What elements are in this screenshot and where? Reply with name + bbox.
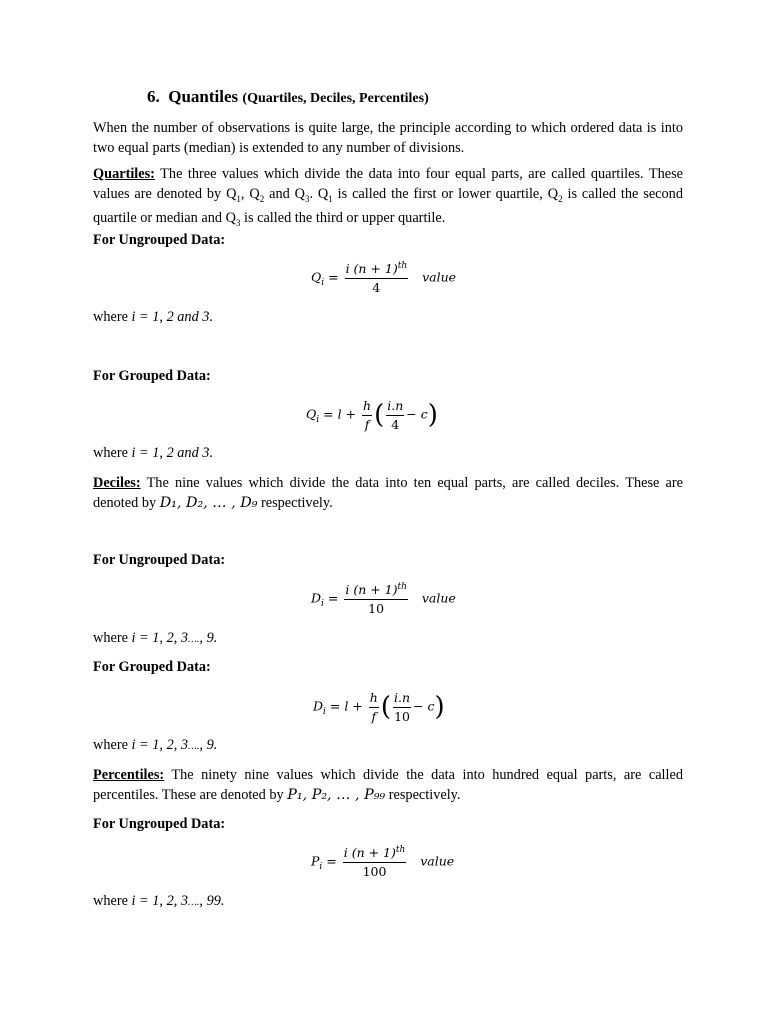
formula-subscript: i: [319, 862, 323, 873]
percentiles-text: respectively.: [385, 786, 461, 803]
where-values-end: , 9.: [199, 737, 218, 753]
quartile-grouped-formula: $Q_i = l$ + $\frac{h}{f}$ ( $\frac{i.n}{4}$ − c): [306, 398, 438, 432]
quartiles-text: is called the third or upper quartile.: [240, 209, 446, 226]
deciles-paragraph: [93, 474, 683, 513]
formula-h: h: [369, 690, 378, 705]
subscript: 1: [236, 193, 241, 204]
quartiles-text: The three values which divide the data into four equal parts, are called quartiles. These values are denoted by Q: [93, 166, 683, 202]
formula-lhs: D: [311, 590, 322, 606]
where-dots: ….: [188, 634, 200, 645]
where-prefix: where: [93, 445, 132, 461]
quartiles-text: is called the first or lower quartile, Q: [332, 185, 559, 202]
deciles-ungrouped-label: For Ungrouped Data:: [93, 552, 226, 568]
formula-minus-c: − c: [406, 406, 428, 422]
formula-l-term: l +: [344, 698, 363, 714]
where-prefix: where: [93, 893, 132, 909]
formula-numerator: i (n + 1): [343, 845, 396, 861]
quartiles-where-1: [93, 309, 213, 326]
formula-minus-c: − c: [413, 698, 435, 714]
section-title: Quantiles: [168, 87, 239, 106]
section-number: 6.: [147, 87, 160, 106]
subscript: 3: [304, 193, 310, 204]
close-paren: ): [427, 400, 438, 430]
formula-denominator: 100: [362, 864, 387, 880]
deciles-grouped-label: For Grouped Data:: [93, 659, 211, 675]
formula-denominator: 10: [368, 601, 385, 617]
percentiles-ungrouped-label: For Ungrouped Data:: [93, 816, 226, 832]
deciles-term: Deciles:: [93, 475, 141, 491]
where-values: i = 1, 2, 3: [131, 630, 189, 646]
formula-value-word: value: [420, 853, 455, 869]
formula-value-word: value: [422, 269, 457, 285]
subscript: 2: [259, 193, 265, 204]
formula-value-word: value: [421, 590, 456, 606]
formula-numerator: i (n + 1): [345, 261, 398, 277]
quartiles-ungrouped-label: For Ungrouped Data:: [93, 232, 226, 248]
formula-l-term: l +: [337, 406, 357, 422]
percentiles-symbols: P₁, P₂, … , P₉₉: [287, 786, 386, 803]
formula-lhs: P: [311, 853, 320, 869]
subscript: 2: [558, 193, 563, 204]
percentiles-paragraph: [93, 766, 683, 805]
where-dots: ….: [188, 897, 200, 908]
open-paren: (: [374, 400, 385, 430]
deciles-text: respectively.: [257, 494, 333, 511]
section-subtitle: (Quartiles, Deciles, Percentiles): [242, 91, 429, 106]
quartiles-text: and Q: [264, 185, 305, 202]
quartiles-text: . Q: [309, 185, 329, 202]
close-paren: ): [434, 692, 445, 722]
formula-subscript: i: [316, 415, 320, 425]
quartiles-paragraph: [93, 165, 683, 233]
where-prefix: where: [93, 737, 132, 753]
where-values: i = 1, 2 and 3.: [131, 445, 214, 461]
deciles-where-1: [93, 630, 217, 647]
formula-lhs: Q: [311, 269, 322, 285]
quartiles-where-2: [93, 445, 213, 462]
quartiles-grouped-label: For Grouped Data:: [93, 368, 211, 384]
formula-lhs: Q: [306, 406, 317, 422]
decile-ungrouped-formula: $D_i$ = $\frac{i (n + 1)^{th}}{10}$ value: [311, 582, 456, 617]
formula-inner-numerator: i.n: [387, 398, 404, 413]
formula-subscript: i: [321, 599, 324, 610]
where-values: i = 1, 2 and 3.: [131, 309, 214, 325]
formula-h: h: [363, 398, 372, 413]
quartile-ungrouped-formula: $Q_i$ = $\frac{i (n + 1)^{th}}{4}$ value: [311, 261, 457, 296]
formula-numerator: i (n + 1): [345, 582, 398, 598]
where-prefix: where: [93, 630, 132, 646]
percentiles-where-1: [93, 893, 224, 910]
intro-paragraph: When the number of observations is quite large, the principle according to which ordered data is into two equal parts (median) is extended to any number of divisions.: [93, 120, 683, 156]
where-prefix: where: [93, 309, 132, 325]
quartiles-text: is called the second quartile or median and Q: [93, 185, 683, 226]
open-paren: (: [380, 692, 391, 722]
subscript: 1: [328, 193, 333, 204]
percentiles-term: Percentiles:: [93, 767, 165, 783]
where-values: i = 1, 2, 3: [131, 737, 189, 753]
formula-f: f: [371, 709, 377, 724]
where-dots: ….: [188, 741, 200, 752]
decile-grouped-formula: $D_i = l$ + $\frac{h}{f}$ ( $\frac{i.n}{10}$ − c): [313, 690, 445, 724]
where-values-end: , 9.: [199, 630, 218, 646]
formula-superscript: th: [397, 261, 408, 271]
formula-inner-denominator: 4: [391, 417, 400, 432]
where-values-end: , 99.: [199, 893, 225, 909]
percentile-ungrouped-formula: $P_i$ = $\frac{i (n + 1)^{th}}{100}$ value: [311, 845, 455, 880]
deciles-text: The nine values which divide the data into ten equal parts, are called deciles. These are denoted by: [93, 475, 683, 511]
formula-superscript: th: [395, 845, 406, 855]
formula-lhs: D: [313, 698, 324, 714]
formula-f: f: [364, 417, 370, 432]
formula-inner-denominator: 10: [394, 709, 410, 724]
percentiles-text: The ninety nine values which divide the data into hundred equal parts, are called percentiles. These are denoted by: [93, 767, 683, 803]
formula-inner-numerator: i.n: [394, 690, 411, 705]
formula-denominator: 4: [372, 280, 381, 296]
deciles-where-2: [93, 737, 217, 754]
section-heading: [147, 87, 429, 107]
quartiles-term: Quartiles:: [93, 166, 155, 182]
formula-superscript: th: [397, 582, 407, 592]
where-values: i = 1, 2, 3: [131, 893, 189, 909]
deciles-symbols: D₁, D₂, … , D₉: [159, 494, 258, 511]
quartiles-text: , Q: [240, 185, 260, 202]
subscript: 3: [235, 217, 241, 228]
formula-subscript: i: [323, 707, 326, 717]
formula-subscript: i: [321, 278, 325, 289]
